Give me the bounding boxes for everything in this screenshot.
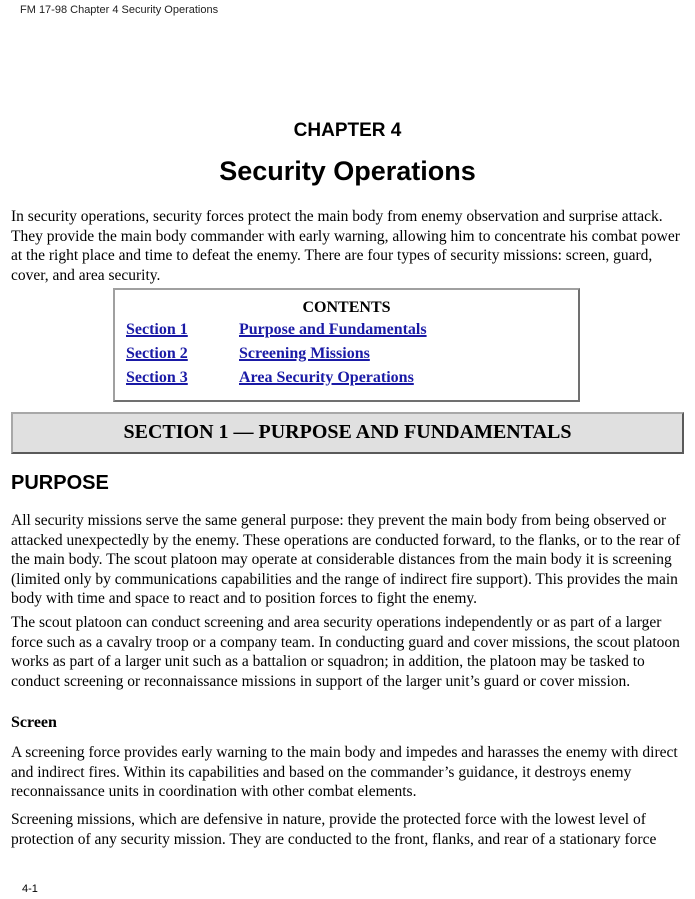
toc-link-purpose-and-fundamentals[interactable]: Purpose and Fundamentals: [239, 321, 427, 338]
chapter-title: Security Operations: [219, 156, 476, 186]
toc-link-section-2[interactable]: Section 2: [126, 345, 188, 362]
toc-link-section-3[interactable]: Section 3: [126, 369, 188, 386]
screen-paragraph-1: A screening force provides early warning to the main body and impedes and harasses the enemy with direct and indirect fires. Within its capabilities and based on the commander’s guidance, it destroys enemy reconnaissance units in coordination with other combat elements.: [11, 744, 678, 800]
contents-title: CONTENTS: [302, 299, 391, 316]
screen-heading: Screen: [11, 714, 57, 731]
chapter-label: CHAPTER 4: [293, 120, 402, 141]
toc-link-section-1[interactable]: Section 1: [126, 321, 188, 338]
toc-link-screening-missions[interactable]: Screening Missions: [239, 345, 370, 362]
purpose-paragraph-1: All security missions serve the same general purpose: they prevent the main body from being observed or attacked unexpectedly by the enemy. These operations are conducted forward, to the flanks, or to the rear of the main body. The scout platoon may operate at considerable distances from the main body it is screening (limited only by communications capabilities and the range of indirect fire support). This provides the main body with time and space to react and to position forces to fight the enemy.: [11, 512, 681, 607]
contents-box: [113, 288, 580, 402]
purpose-heading: PURPOSE: [11, 472, 109, 494]
intro-paragraph: In security operations, security forces protect the main body from enemy observation and surprise attack. They provide the main body commander with early warning, allowing him to concentrate his combat power at the right place and time to defeat the enemy. There are four types of security missions: screen, guard, cover, and area security.: [11, 208, 680, 284]
running-header: FM 17-98 Chapter 4 Security Operations: [20, 4, 219, 16]
purpose-paragraph-2: The scout platoon can conduct screening and area security operations independently or as part of a larger force such as a cavalry troop or a company team. In conducting guard and cover missions, the scout platoon works as part of a larger unit such as a battalion or squadron; in addition, the platoon may be tasked to conduct screening or reconnaissance missions in support of the larger unit’s guard or cover mission.: [11, 614, 680, 690]
screen-paragraph-2: Screening missions, which are defensive in nature, provide the protected force with the lowest level of protection of any security mission. They are conducted to the front, flanks, and rear of a stationary force: [11, 811, 657, 848]
page-number: 4-1: [22, 883, 38, 895]
toc-link-area-security-operations[interactable]: Area Security Operations: [239, 369, 414, 386]
section-banner: [11, 412, 684, 454]
section-banner-title: SECTION 1 — PURPOSE AND FUNDAMENTALS: [123, 421, 572, 443]
